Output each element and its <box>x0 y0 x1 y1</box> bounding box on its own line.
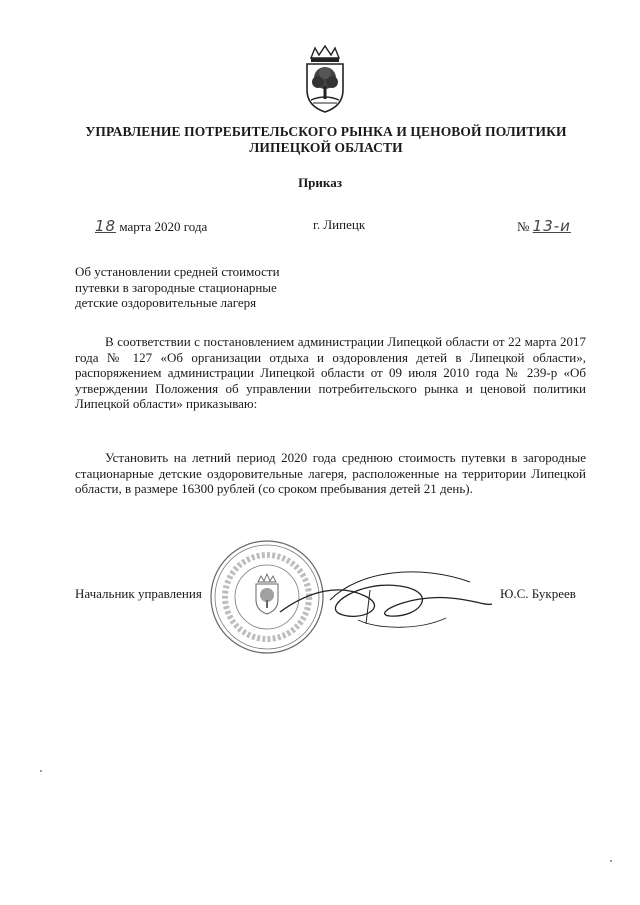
org-title-line1: УПРАВЛЕНИЕ ПОТРЕБИТЕЛЬСКОГО РЫНКА И ЦЕНОВОЙ ПОЛИТИКИ <box>85 124 567 139</box>
date-day: 18 <box>95 217 117 235</box>
date-month-year: марта 2020 года <box>119 219 208 234</box>
document-date <box>95 217 207 235</box>
handwritten-signature <box>270 560 500 640</box>
subject-line2: путевки в загородные стационарные <box>75 279 277 295</box>
number-value: 13-и <box>532 217 571 235</box>
scan-speck <box>610 860 612 862</box>
document-number <box>517 217 571 235</box>
coat-of-arms-icon <box>301 44 349 114</box>
number-prefix: № <box>517 219 530 234</box>
org-title-line2: ЛИПЕЦКОЙ ОБЛАСТИ <box>249 140 403 155</box>
subject-line3: детские оздоровительные лагеря <box>75 295 257 310</box>
subject-line1: Об установлении средней стоимости <box>75 264 280 279</box>
organization-title <box>40 124 612 156</box>
signatory-name: Ю.С. Букреев <box>500 586 576 601</box>
signatory-position: Начальник управления <box>75 586 202 601</box>
document-type: Приказ <box>298 175 342 190</box>
document-subject <box>75 264 335 311</box>
body-paragraph-1: В соответствии с постановлением администрации Липецкой области от 22 марта 2017 года № 127 «Об организации отдыха и оздоровления детей в Липецкой области», распоряжением администрации Липецкой области от 09 июля 2010 года № 239-р «Об утверждении Положения об управлении потребительского рынка и ценовой политики Липецкой области» приказываю: <box>75 334 586 412</box>
scan-speck <box>40 770 42 772</box>
body-paragraph-2: Установить на летний период 2020 года среднюю стоимость путевки в загородные стационарные детские оздоровительные лагеря, расположенные на территории Липецкой области, в размере 16300 рублей (со сроком пребывания детей 21 день). <box>75 450 586 497</box>
document-city: г. Липецк <box>313 217 366 232</box>
